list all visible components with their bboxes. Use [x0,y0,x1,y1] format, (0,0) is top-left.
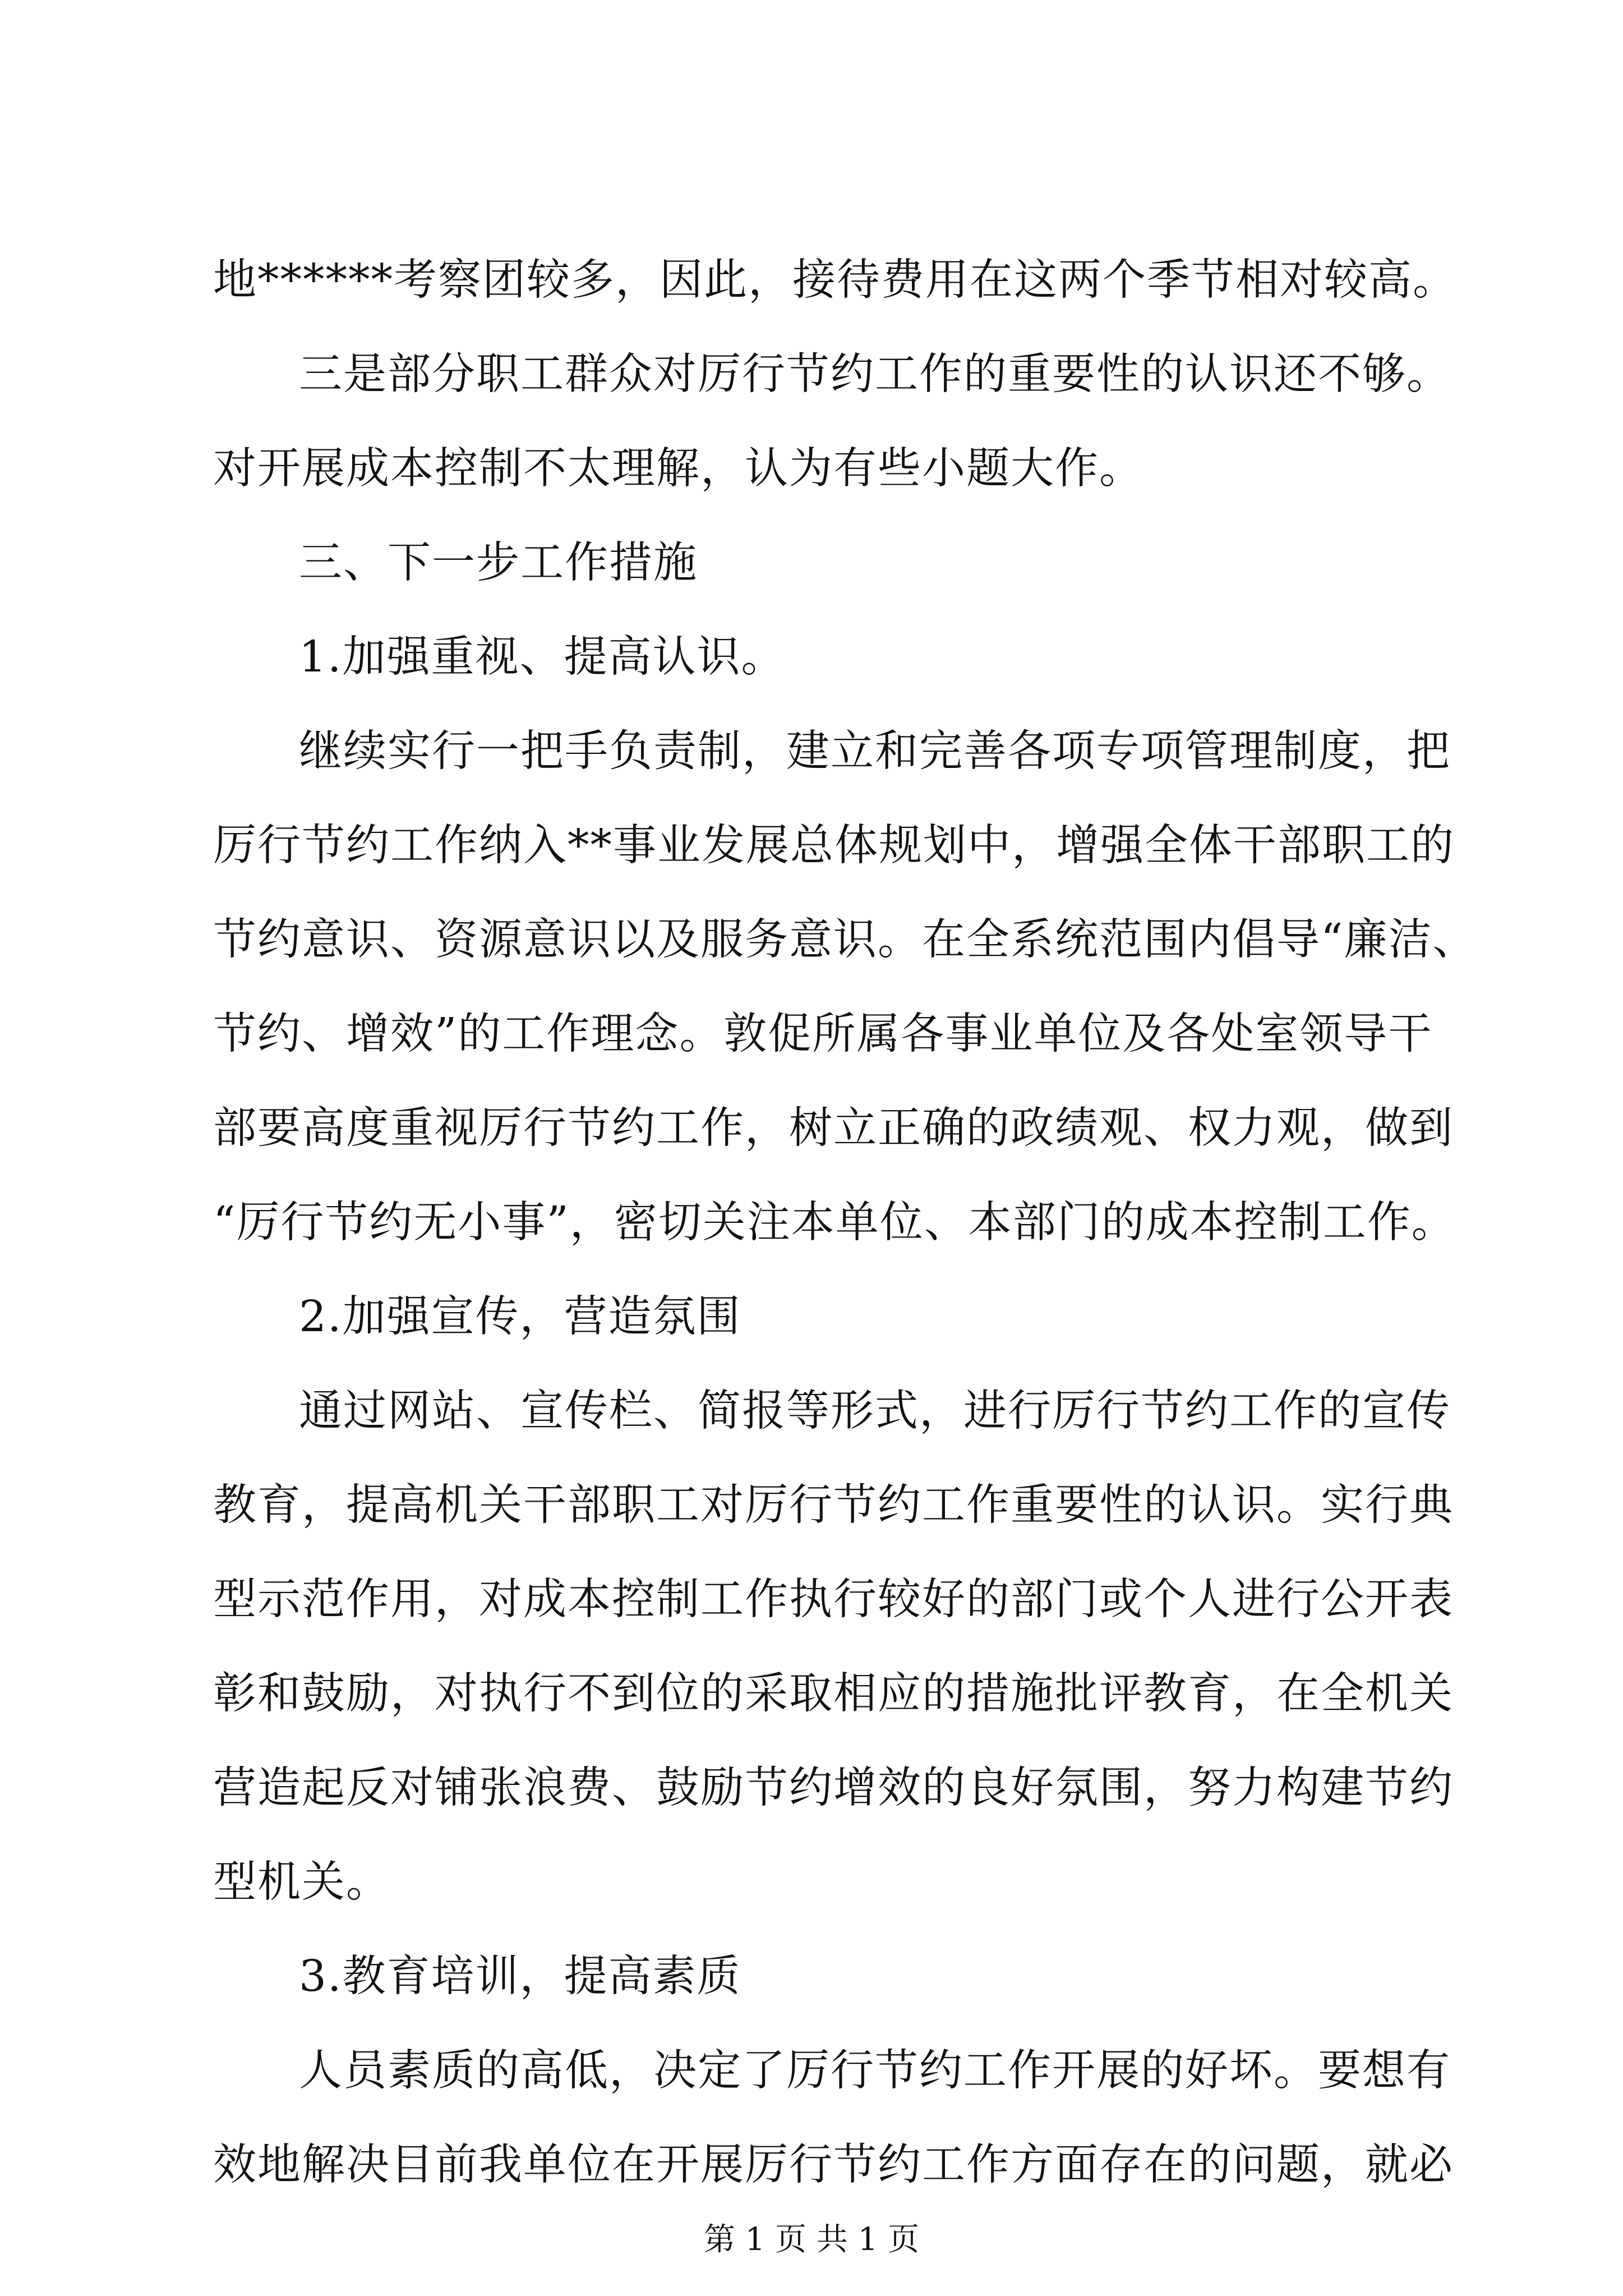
body-line: 彰和鼓励，对执行不到位的采取相应的措施批评教育，在全机关 [213,1669,1454,1719]
page-footer: 第 1 页 共 1 页 [703,2221,920,2258]
body-line: 型机关。 [213,1857,390,1907]
body-line: 人员素质的高低，决定了厉行节约工作开展的好坏。要想有 [299,2046,1451,2096]
body-line: 营造起反对铺张浪费、鼓励节约增效的良好氛围，努力构建节约 [213,1763,1454,1813]
body-line: 对开展成本控制不太理解，认为有些小题大作。 [213,444,1144,494]
body-line: 继续实行一把手负责制，建立和完善各项专项管理制度，把 [299,726,1451,776]
body-line: 三是部分职工群众对厉行节约工作的重要性的认识还不够。 [299,349,1451,399]
body-line: “厉行节约无小事”，密切关注本单位、本部门的成本控制工作。 [213,1198,1456,1248]
body-line: 节约意识、资源意识以及服务意识。在全系统范围内倡导“廉洁、 [213,915,1477,965]
body-line: 通过网站、宣传栏、简报等形式，进行厉行节约工作的宣传 [299,1386,1451,1436]
body-line: 效地解决目前我单位在开展厉行节约工作方面存在的问题，就必 [213,2140,1454,2190]
subsection-heading: 2.加强宣传，营造氛围 [299,1292,741,1342]
body-line: 教育，提高机关干部职工对厉行节约工作重要性的认识。实行典 [213,1480,1454,1530]
body-line: 厉行节约工作纳入**事业发展总体规划中，增强全体干部职工的 [213,821,1455,871]
subsection-heading: 1.加强重视、提高认识。 [299,632,786,682]
body-line: 型示范作用，对成本控制工作执行较好的部门或个人进行公开表 [213,1575,1454,1625]
body-line: 节约、增效”的工作理念。敦促所属各事业单位及各处室领导干 [213,1009,1433,1059]
subsection-heading: 3.教育培训，提高素质 [299,1952,741,2001]
body-line: 地******考察团较多，因此，接待费用在这两个季节相对较高。 [213,255,1457,305]
section-heading: 三、下一步工作措施 [299,538,698,588]
body-line: 部要高度重视厉行节约工作，树立正确的政绩观、权力观，做到 [213,1103,1454,1153]
